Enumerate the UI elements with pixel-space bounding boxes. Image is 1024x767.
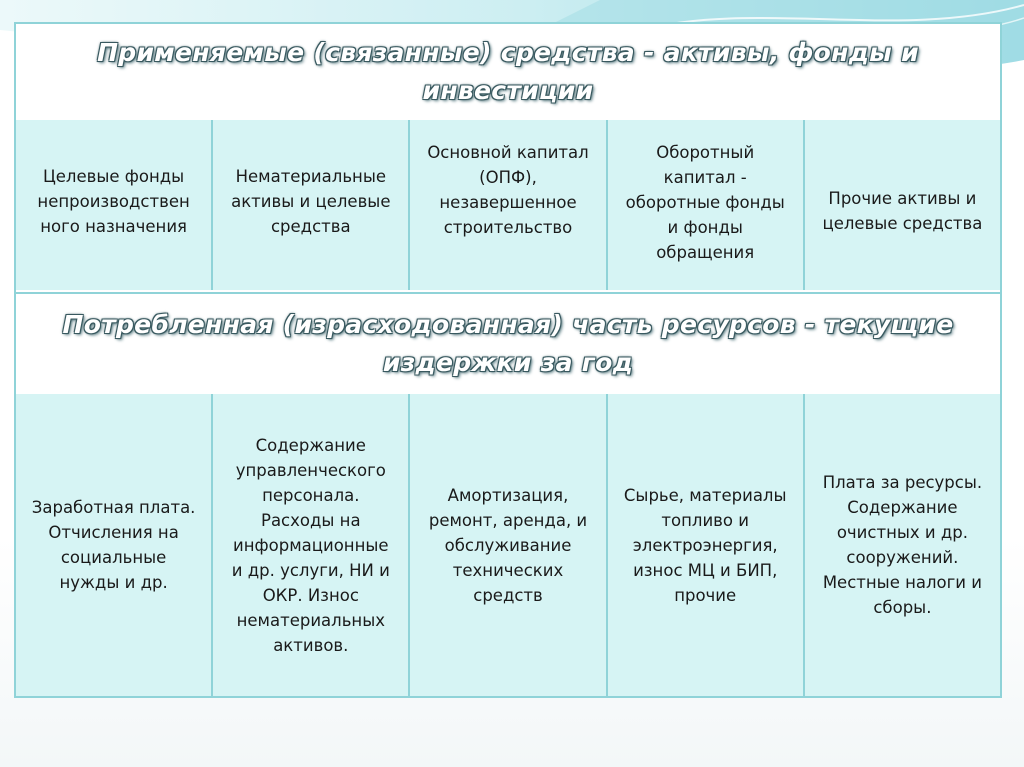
section1-cell-3-text: Основной капитал (ОПФ), незавершенное строительство [427, 143, 589, 237]
section2-cell-5-text: Плата за ресурсы. Содержание очистных и др. сооружений. Местные налоги и сборы. [822, 473, 983, 617]
section1-header [16, 24, 1000, 122]
section1-cell-2-text: Нематериальные активы и целевые средства [231, 167, 391, 236]
section2-cell-2-text: Содержание управленческого персонала. Расходы на информационные и др. услуги, НИ и ОКР. Износ нематериальных активов. [231, 435, 390, 655]
section2-cell-2 [213, 394, 410, 696]
section2-cell-4-text: Сырье, материалы топливо и электроэнергия, износ МЦ и БИП, прочие [623, 485, 787, 605]
section2-cell-3-text: Амортизация, ремонт, аренда, и обслуживание технических средств [428, 485, 588, 605]
section1-cell-2 [213, 120, 410, 290]
section2-cell-3 [410, 394, 607, 696]
section2-cell-1-text: Заработная плата. Отчисления на социальные нужды и др. [31, 498, 196, 592]
section2-header [16, 292, 1000, 396]
resources-table [14, 22, 1002, 698]
section1-row [16, 120, 1000, 290]
section1-cell-5 [805, 120, 1000, 290]
section1-cell-5-text: Прочие активы и целевые средства [822, 189, 983, 233]
section1-cell-3 [410, 120, 607, 290]
section2-cell-1 [16, 394, 213, 696]
section2-cell-5 [805, 394, 1000, 696]
section2-title: Потребленная (израсходованная) часть ресурсов - текущие издержки за год [62, 310, 954, 377]
section1-title: Применяемые (связанные) средства - активы, фонды и инвестиции [97, 38, 919, 105]
section1-cell-1 [16, 120, 213, 290]
section1-cell-1-text: Целевые фонды непроизводствен ного назначения [37, 167, 190, 236]
section2-row [16, 394, 1000, 696]
section1-cell-4 [608, 120, 805, 290]
section2-cell-4 [608, 394, 805, 696]
section1-cell-4-text: Оборотный капитал - оборотные фонды и фонды обращения [625, 143, 785, 262]
